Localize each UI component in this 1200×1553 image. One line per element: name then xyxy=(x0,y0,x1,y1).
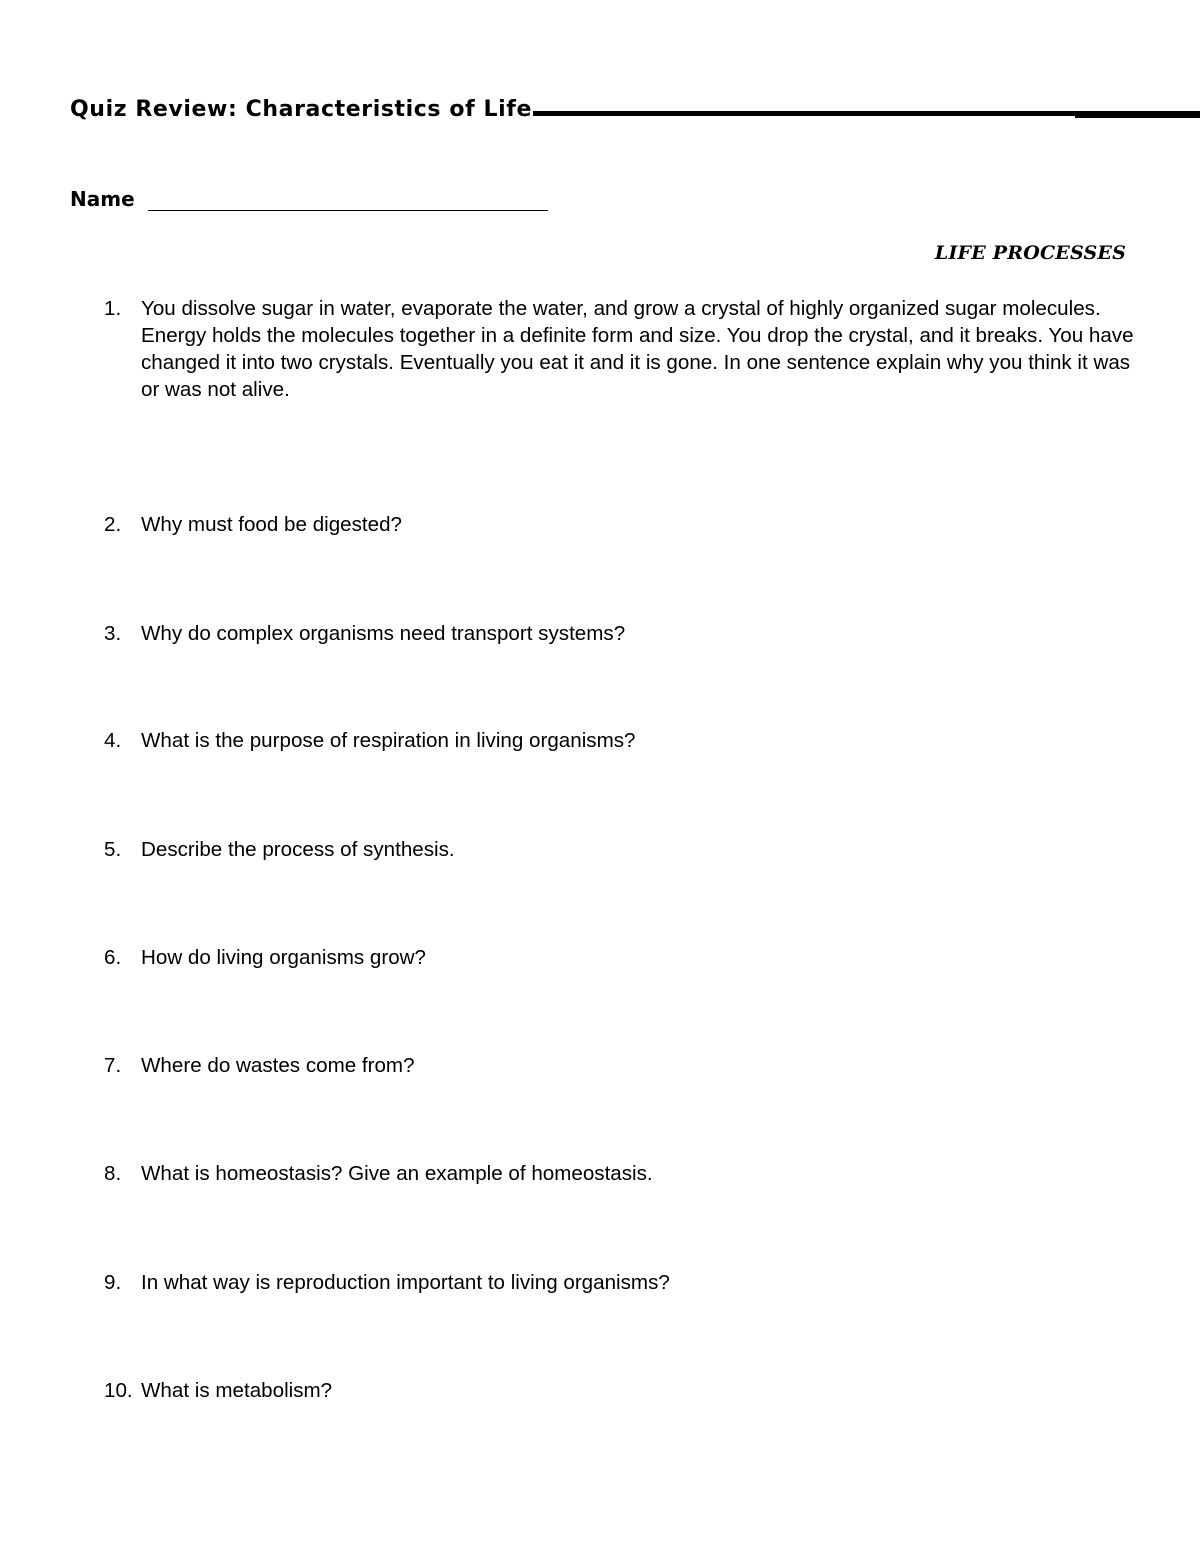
document-title: Quiz Review: Characteristics of Life xyxy=(70,97,532,122)
question-item xyxy=(104,727,1134,754)
question-item xyxy=(104,1377,1134,1404)
question-number: 4. xyxy=(104,729,122,752)
name-answer-line[interactable] xyxy=(148,210,548,211)
question-text: What is the purpose of respiration in living organisms? xyxy=(141,729,636,752)
question-text: In what way is reproduction important to living organisms? xyxy=(141,1271,670,1294)
question-text: What is metabolism? xyxy=(141,1379,333,1402)
question-number: 8. xyxy=(104,1162,122,1185)
question-number: 10. xyxy=(104,1379,133,1402)
question-item xyxy=(104,295,1134,403)
question-item xyxy=(104,1269,1134,1296)
title-underline-right xyxy=(1075,111,1200,118)
question-number: 2. xyxy=(104,513,122,536)
question-text: Why do complex organisms need transport systems? xyxy=(141,622,626,645)
question-item xyxy=(104,944,1134,971)
question-number: 6. xyxy=(104,946,122,969)
question-number: 7. xyxy=(104,1054,122,1077)
name-label: Name xyxy=(70,187,135,211)
question-text: What is homeostasis? Give an example of homeostasis. xyxy=(141,1162,653,1185)
question-text: Why must food be digested? xyxy=(141,513,403,536)
question-item xyxy=(104,836,1134,863)
question-text: You dissolve sugar in water, evaporate the water, and grow a crystal of highly organized sugar molecules. Energy holds the molecules together in a definite form and size. You drop the crystal, and it breaks. You have changed it into two crystals. Eventually you eat it and it is gone. In one sentence explain why you think it was or was not alive. xyxy=(141,297,1134,401)
section-heading: LIFE PROCESSES xyxy=(934,242,1126,264)
question-item xyxy=(104,1160,1134,1187)
question-text: Where do wastes come from? xyxy=(141,1054,415,1077)
question-number: 3. xyxy=(104,622,122,645)
question-text: Describe the process of synthesis. xyxy=(141,838,455,861)
question-item xyxy=(104,511,1134,538)
question-item xyxy=(104,1052,1134,1079)
question-text: How do living organisms grow? xyxy=(141,946,427,969)
question-number: 5. xyxy=(104,838,122,861)
question-item xyxy=(104,620,1134,647)
question-number: 9. xyxy=(104,1271,122,1294)
question-number: 1. xyxy=(104,297,122,320)
